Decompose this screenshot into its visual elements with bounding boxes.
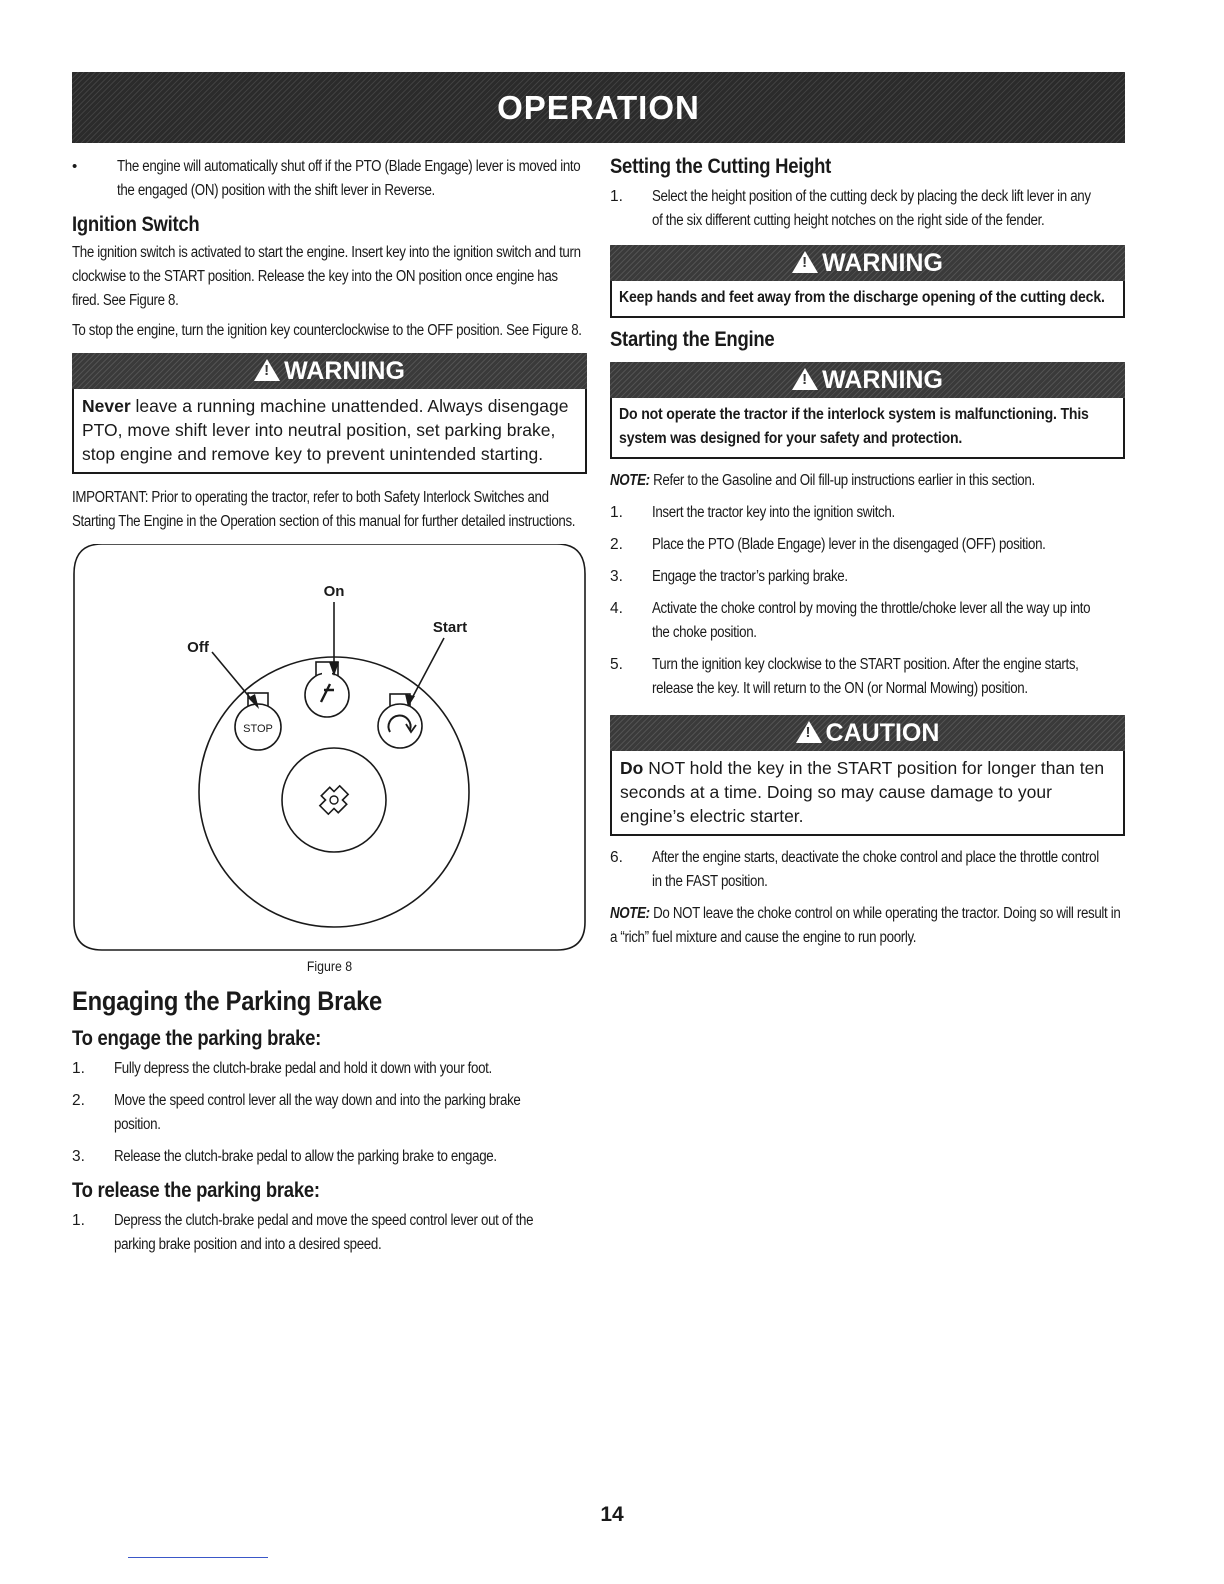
warning-header: !WARNING	[610, 362, 1125, 398]
warning-triangle-icon	[792, 368, 818, 390]
list-item: 2. Move the speed control lever all the way down and into the parking brake position.	[72, 1092, 521, 1133]
start-position-icon	[378, 694, 422, 748]
on-label: On	[323, 583, 345, 600]
warning-text: Keep hands and feet away from the discharge opening of the cutting deck.	[619, 289, 1105, 306]
warning-box-interlock	[610, 362, 1125, 459]
list-item: 3. Engage the tractor’s parking brake.	[610, 568, 848, 585]
stop-label: STOP	[243, 723, 273, 735]
release-steps-list	[72, 1209, 587, 1257]
bullet-text: The engine will automatically shut off if the PTO (Blade Engage) lever is moved into the engaged (ON) position with the shift lever in Reverse.	[117, 158, 581, 199]
warning-text: Never leave a running machine unattended. Always disengage PTO, move shift lever into neutral position, set parking brake, stop engine and remove key to prevent unintended starting.	[82, 396, 569, 464]
ignition-paragraph-2: To stop the engine, turn the ignition key counterclockwise to the OFF position. See Figure 8.	[72, 322, 582, 339]
stop-position-icon	[235, 693, 281, 750]
release-brake-heading: To release the parking brake:	[72, 1179, 320, 1202]
list-item: 4. Activate the choke control by moving the throttle/choke lever all the way up into the choke position.	[610, 600, 1091, 641]
caution-text: Do NOT hold the key in the START position for longer than ten seconds at a time. Doing so may cause damage to your engine’s electric starter.	[620, 758, 1105, 826]
warning-box-discharge	[610, 245, 1125, 318]
right-column	[610, 155, 1125, 950]
list-item: 2. Place the PTO (Blade Engage) lever in the disengaged (OFF) position.	[610, 536, 1046, 553]
list-item: 3. Release the clutch-brake pedal to allow the parking brake to engage.	[72, 1148, 497, 1165]
start-steps-list	[610, 501, 1125, 701]
footer-rule	[128, 1557, 268, 1558]
list-item: 5. Turn the ignition key clockwise to the START position. After the engine starts, release the key. It will return to the ON (or Normal Mowing) position.	[610, 656, 1079, 697]
start-label: Start	[432, 619, 468, 636]
note-choke: NOTE: Do NOT leave the choke control on while operating the tractor. Doing so will result in a “rich” fuel mixture and cause the engine to run poorly.	[610, 905, 1121, 946]
warning-triangle-icon	[254, 359, 280, 381]
engage-steps-list	[72, 1057, 587, 1169]
parking-brake-heading: Engaging the Parking Brake	[72, 986, 383, 1016]
ignition-switch-heading: Ignition Switch	[72, 213, 200, 236]
warning-header: !WARNING	[72, 353, 587, 389]
note-gasoline: NOTE: Refer to the Gasoline and Oil fill-up instructions earlier in this section.	[610, 472, 1035, 489]
important-paragraph: IMPORTANT: Prior to operating the tractor, refer to both Safety Interlock Switches and Starting The Engine in the Operation section of this manual for further detailed instructions.	[72, 489, 576, 530]
bullet-dot: •	[72, 158, 78, 175]
page-number: 14	[600, 1503, 624, 1526]
list-item: 1. Depress the clutch-brake pedal and move the speed control lever out of the parking brake position and into a desired speed.	[72, 1212, 534, 1253]
list-item: 1. Fully depress the clutch-brake pedal and hold it down with your foot.	[72, 1060, 492, 1077]
caution-box-starter	[610, 715, 1125, 836]
caution-header: !CAUTION	[610, 715, 1125, 751]
warning-text: Do not operate the tractor if the interlock system is malfunctioning. This system was designed for your safety and protection.	[619, 406, 1089, 447]
engage-brake-heading: To engage the parking brake:	[72, 1027, 321, 1050]
warning-triangle-icon	[792, 251, 818, 273]
warning-box-unattended	[72, 353, 587, 474]
figure-8-ignition-diagram	[72, 544, 587, 954]
cutting-steps-list	[610, 185, 1125, 233]
ignition-switch-diagram	[72, 544, 587, 954]
starting-engine-heading: Starting the Engine	[610, 328, 775, 351]
list-item: 1. Select the height position of the cutting deck by placing the deck lift lever in any of the six different cutting height notches on the right side of the fender.	[610, 188, 1091, 229]
cutting-height-heading: Setting the Cutting Height	[610, 155, 832, 178]
section-banner: OPERATION	[72, 72, 1125, 143]
key-slot-icon	[316, 782, 353, 819]
left-column	[72, 155, 587, 1257]
off-label: Off	[187, 639, 209, 656]
key-slot-circle	[282, 748, 386, 852]
ignition-paragraph-1: The ignition switch is activated to start the engine. Insert key into the ignition switch and turn clockwise to the START position. Release the key into the ON position once engine has fired. See Figure 8.	[72, 244, 581, 309]
caution-triangle-icon	[796, 721, 822, 743]
warning-header: !WARNING	[610, 245, 1125, 281]
on-position-icon	[305, 662, 349, 717]
figure-caption: Figure 8	[306, 958, 353, 974]
list-item: 1. Insert the tractor key into the ignition switch.	[610, 504, 895, 521]
bullet-item	[72, 155, 587, 203]
list-item: 6. After the engine starts, deactivate the choke control and place the throttle control in the FAST position.	[610, 849, 1099, 890]
